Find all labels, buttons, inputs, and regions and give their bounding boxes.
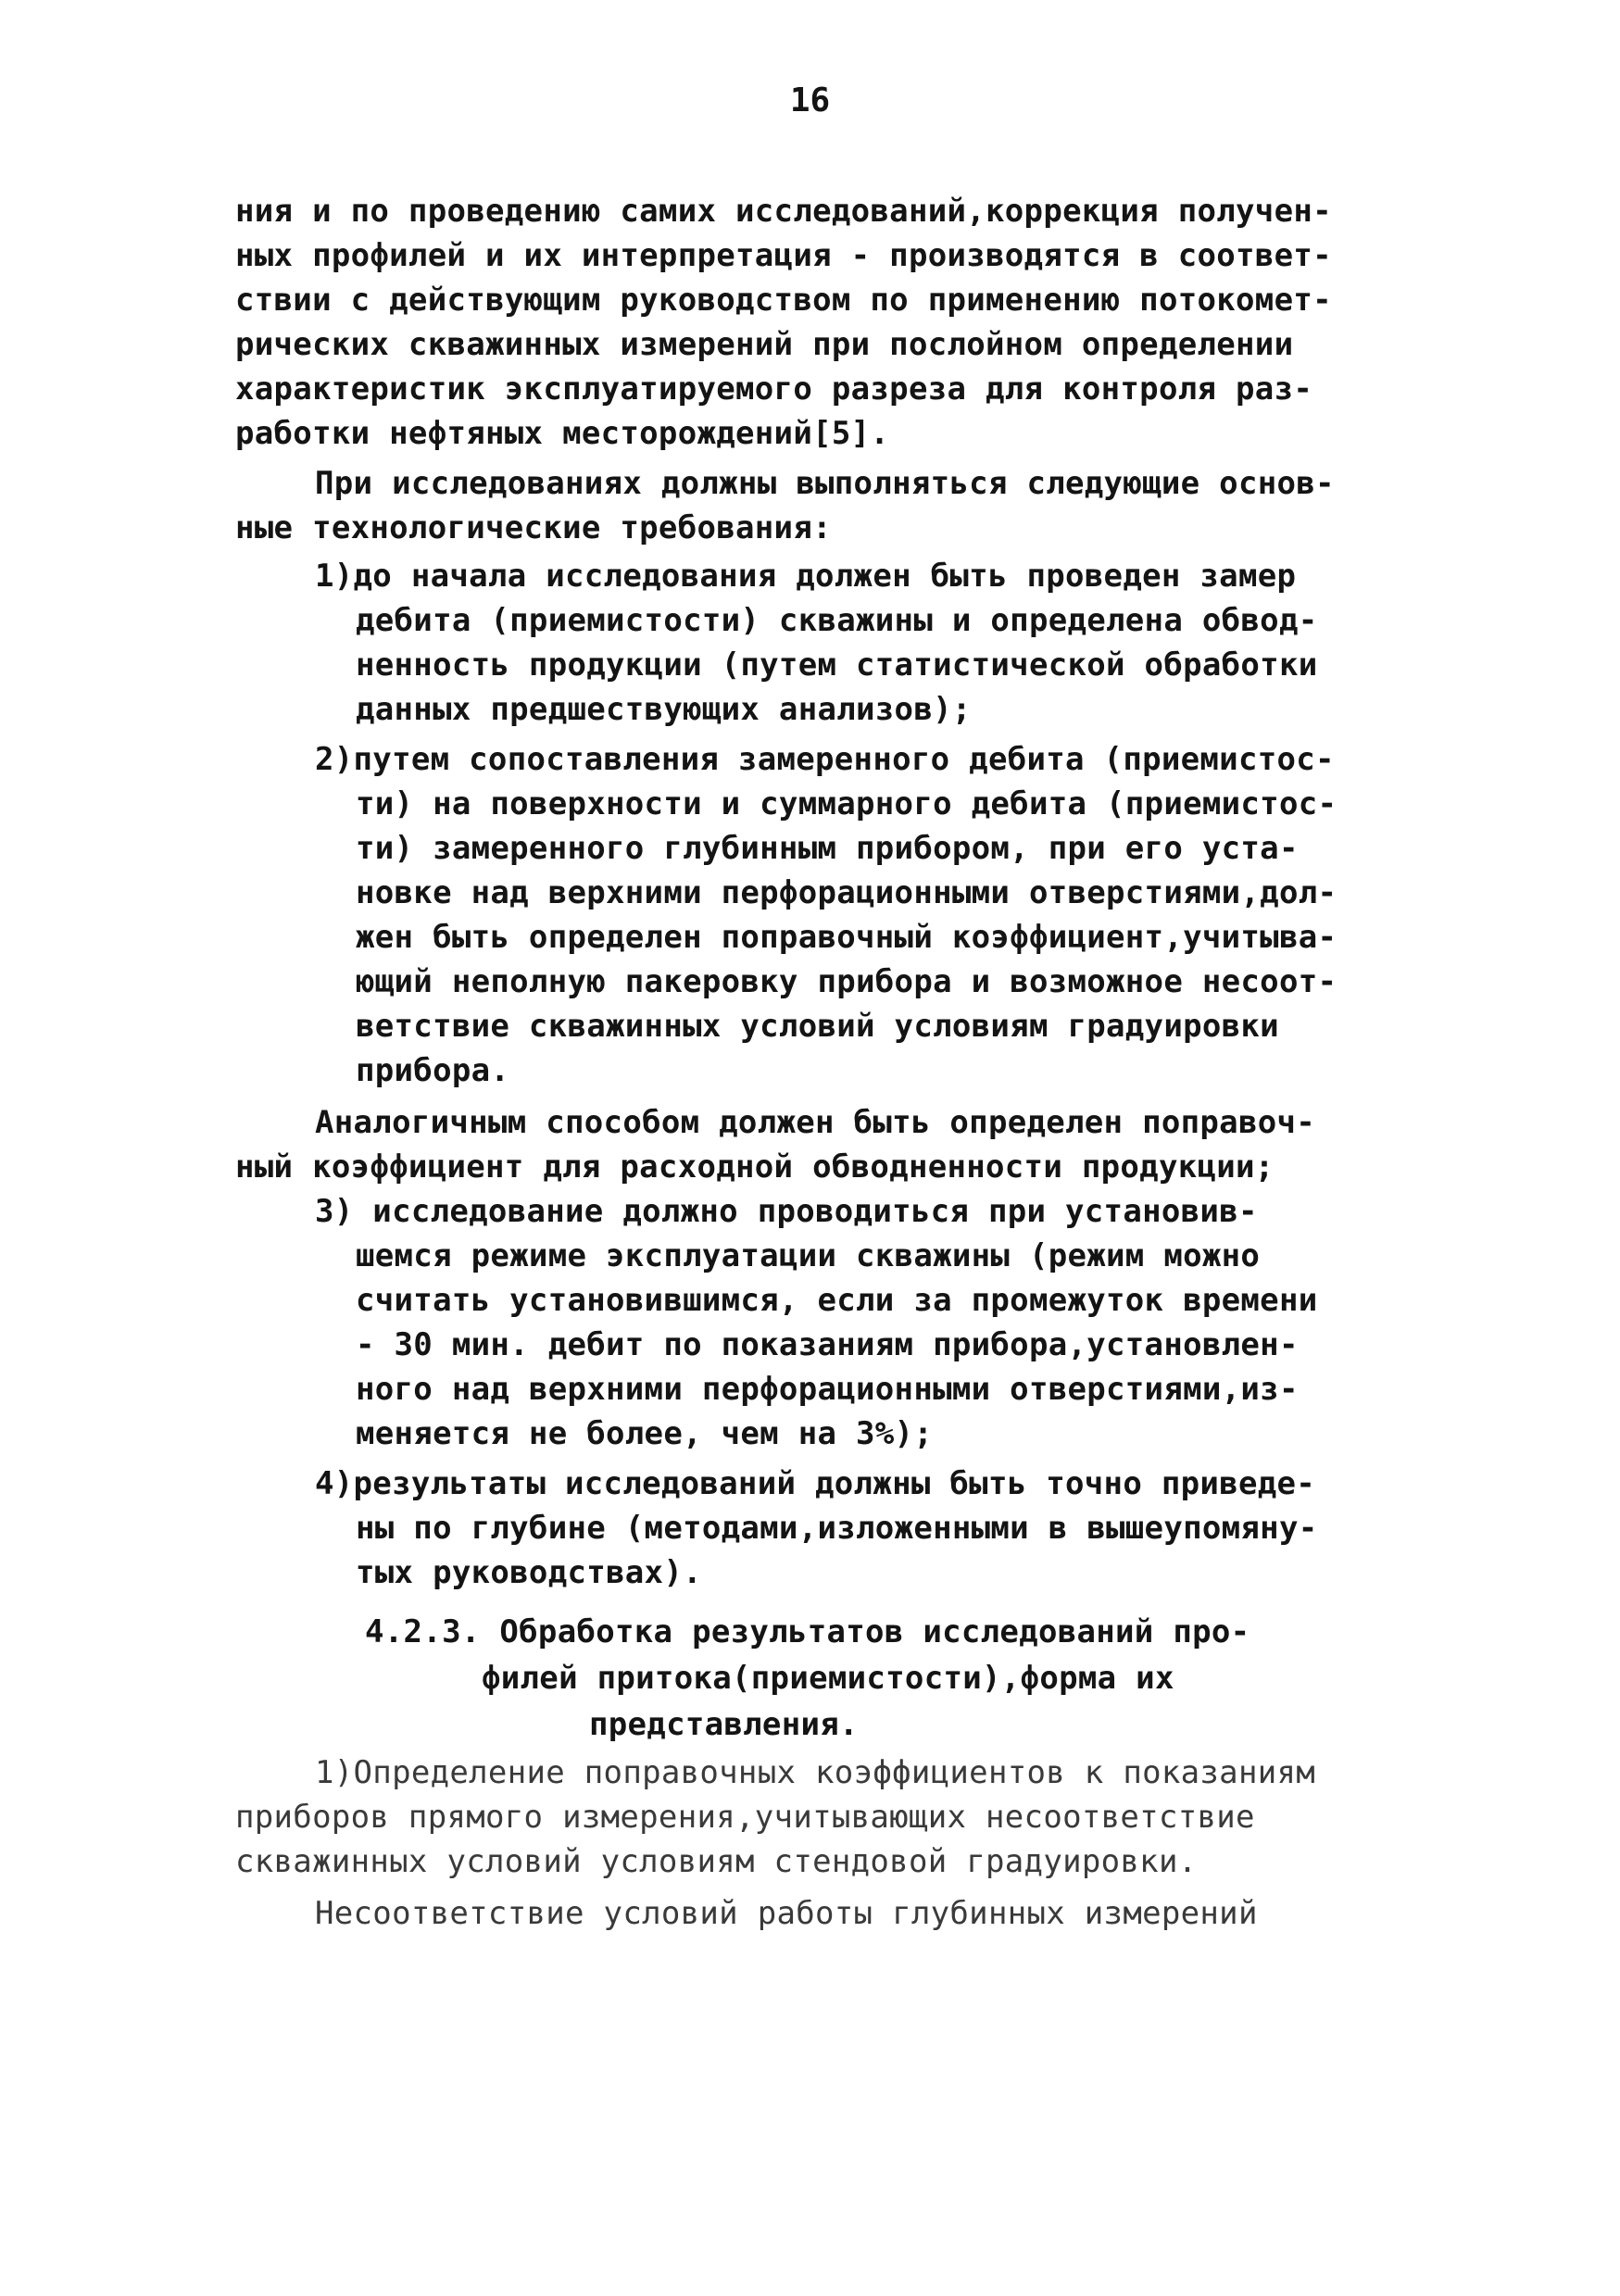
text-line: 1)Определение поправочных коэффициентов к показаниям [315,1754,1316,1791]
text-line: рических скважинных измерений при послойном определении [235,326,1294,363]
text-line: Аналогичным способом должен быть определен поправоч- [315,1104,1316,1141]
list-item-line: данных предшествующих анализов); [356,691,972,728]
list-item-line: дебита (приемистости) скважины и определена обвод- [356,602,1318,639]
page-number: 16 [789,82,831,119]
text-line: работки нефтяных месторождений[5]. [235,415,890,452]
text-line: Несоответствие условий работы глубинных измерений [315,1895,1258,1932]
text-line: При исследованиях должны выполняться следующие основ- [315,465,1335,502]
list-item-line: ти) замеренного глубинным прибором, при его уста- [356,830,1299,867]
list-item-line: ти) на поверхности и суммарного дебита (приемистос- [356,785,1337,822]
text-line: ные технологические требования: [235,509,832,546]
list-item-line: 1)до начала исследования должен быть проведен замер [315,558,1297,595]
list-item-line: жен быть определен поправочный коэффициент,учитыва- [356,919,1337,956]
list-item-line: шемся режиме эксплуатации скважины (режим можно [356,1237,1261,1274]
list-item-line: ветствие скважинных условий условиям градуировки [356,1008,1279,1045]
list-item-line: ного над верхними перфорационными отверстиями,из- [356,1371,1299,1408]
text-line: ствии с действующим руководством по применению потокомет- [235,282,1332,319]
list-item-line: ны по глубине (методами,изложенными в вышеупомяну- [356,1510,1318,1547]
list-item-line: 3) исследование должно проводиться при установив- [315,1193,1258,1230]
list-item-line: прибора. [356,1052,510,1089]
list-item-line: 2)путем сопоставления замеренного дебита (приемистос- [315,741,1335,778]
text-line: ных профилей и их интерпретация - производятся в соответ- [235,237,1332,274]
section-heading: представления. [589,1706,859,1743]
text-line: приборов прямого измерения,учитывающих несоответствие [235,1799,1255,1836]
list-item-line: ненность продукции (путем статистической обработки [356,646,1318,684]
section-heading: 4.2.3. Обработка результатов исследований про- [365,1613,1250,1650]
list-item-line: новке над верхними перфорационными отверстиями,дол- [356,874,1337,911]
text-line: скважинных условий условиям стендовой градуировки. [235,1843,1198,1880]
list-item-line: тых руководствах). [356,1554,702,1591]
list-item-line: ющий неполную пакеровку прибора и возможное несоот- [356,963,1337,1000]
list-item-line: меняется не более, чем на 3%); [356,1415,934,1452]
list-item-line: 4)результаты исследований должны быть точно приведе- [315,1465,1316,1502]
text-line: ный коэффициент для расходной обводненности продукции; [235,1148,1275,1186]
list-item-line: - 30 мин. дебит по показаниям прибора,установлен- [356,1326,1299,1363]
list-item-line: считать установившимся, если за промежуток времени [356,1282,1318,1319]
text-line: ния и по проведению самих исследований,коррекция получен- [235,193,1332,230]
section-heading: филей притока(приемистости),форма их [482,1660,1174,1697]
text-line: характеристик эксплуатируемого разреза для контроля раз- [235,370,1313,408]
